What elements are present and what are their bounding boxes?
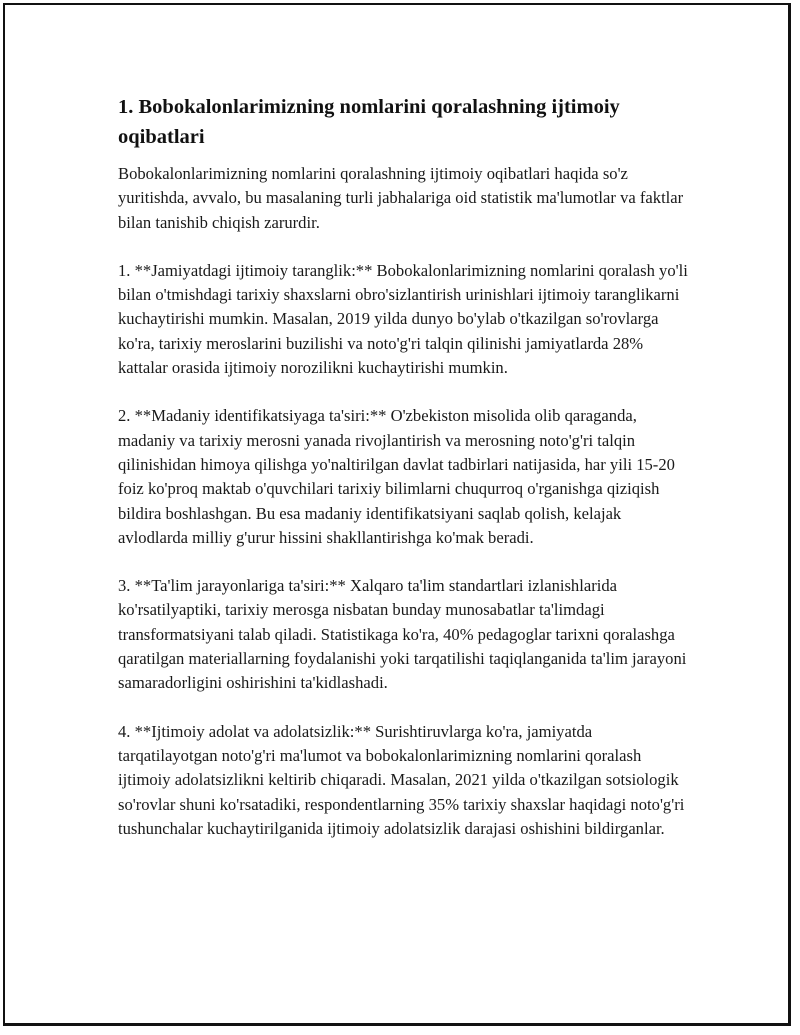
paragraph-education: 3. **Ta'lim jarayonlariga ta'siri:** Xalqaro ta'lim standartlari izlanishlarida ko'rsatilyaptiki, tarixiy merosga nisbatan bunday munosabatlar ta'limdagi transformatsiyani talab qiladi. Statistikaga ko'ra, 40% pedagoglar tarixni qoralashga qaratilgan materiallarning foydalanishi yoki tarqatilishi taqiqlanganida ta'lim jarayoni samaradorligini oshirishini ta'kidlashadi. <box>118 576 687 693</box>
paragraph-social-tension: 1. **Jamiyatdagi ijtimoiy taranglik:** Bobokalonlarimizning nomlarini qoralash yo'li bilan o'tmishdagi tarixiy shaxslarni obro'sizlantirish urinishlari ijtimoiy taranglikarni kuchaytirishi mumkin. Masalan, 2019 yilda dunyo bo'ylab o'tkazilgan so'rovlarga ko'ra, tarixiy meroslarini buzilishi va noto'g'ri talqin qilinishi jamiyatlarda 28% kattalar orasida ijtimoiy norozilikni kuchaytirishi mumkin. <box>118 260 688 378</box>
intro-paragraph: Bobokalonlarimizning nomlarini qoralashning ijtimoiy oqibatlari haqida so'z yuritishda, avvalo, bu masalaning turli jabhalariga oid statistik ma'lumotlar va faktlar bilan tanishib chiqish zarurdir. <box>118 164 684 232</box>
document-body <box>118 92 688 865</box>
paragraph-social-justice: 4. **Ijtimoiy adolat va adolatsizlik:** Surishtiruvlarga ko'ra, jamiyatda tarqatilayotgan noto'g'ri ma'lumot va bobokalonlarimizning nomlarini qoralash ijtimoiy adolatsizlikni keltirib chiqaradi. Masalan, 2021 yilda o'tkazilgan sotsiologik so'rovlar shuni ko'rsatadiki, respondentlarning 35% tarixiy shaxslar haqidagi noto'g'ri tushunchalar kuchaytirilganida ijtimoiy adolatsizlik darajasi oshishini bildirganlar. <box>118 721 685 838</box>
document-title: 1. Bobokalonlarimizning nomlarini qoralashning ijtimoiy oqibatlari <box>118 96 620 148</box>
paragraph-cultural-identity: 2. **Madaniy identifikatsiyaga ta'siri:** O'zbekiston misolida olib qaraganda, madaniy va tarixiy merosni yanada rivojlantirish va merosning noto'g'ri talqin qilinishidan himoya qilishga yo'naltirilgan davlat tadbirlari natijasida, har yili 15-20 foiz ko'proq maktab o'quvchilari tarixiy bilimlarni chuqurroq o'rganishga qiziqish bildira boshlashgan. Bu esa madaniy identifikatsiyani saqlab qolish, kelajak avlodlarda milliy g'urur hissini shakllantirishga ko'mak beradi. <box>118 406 675 547</box>
